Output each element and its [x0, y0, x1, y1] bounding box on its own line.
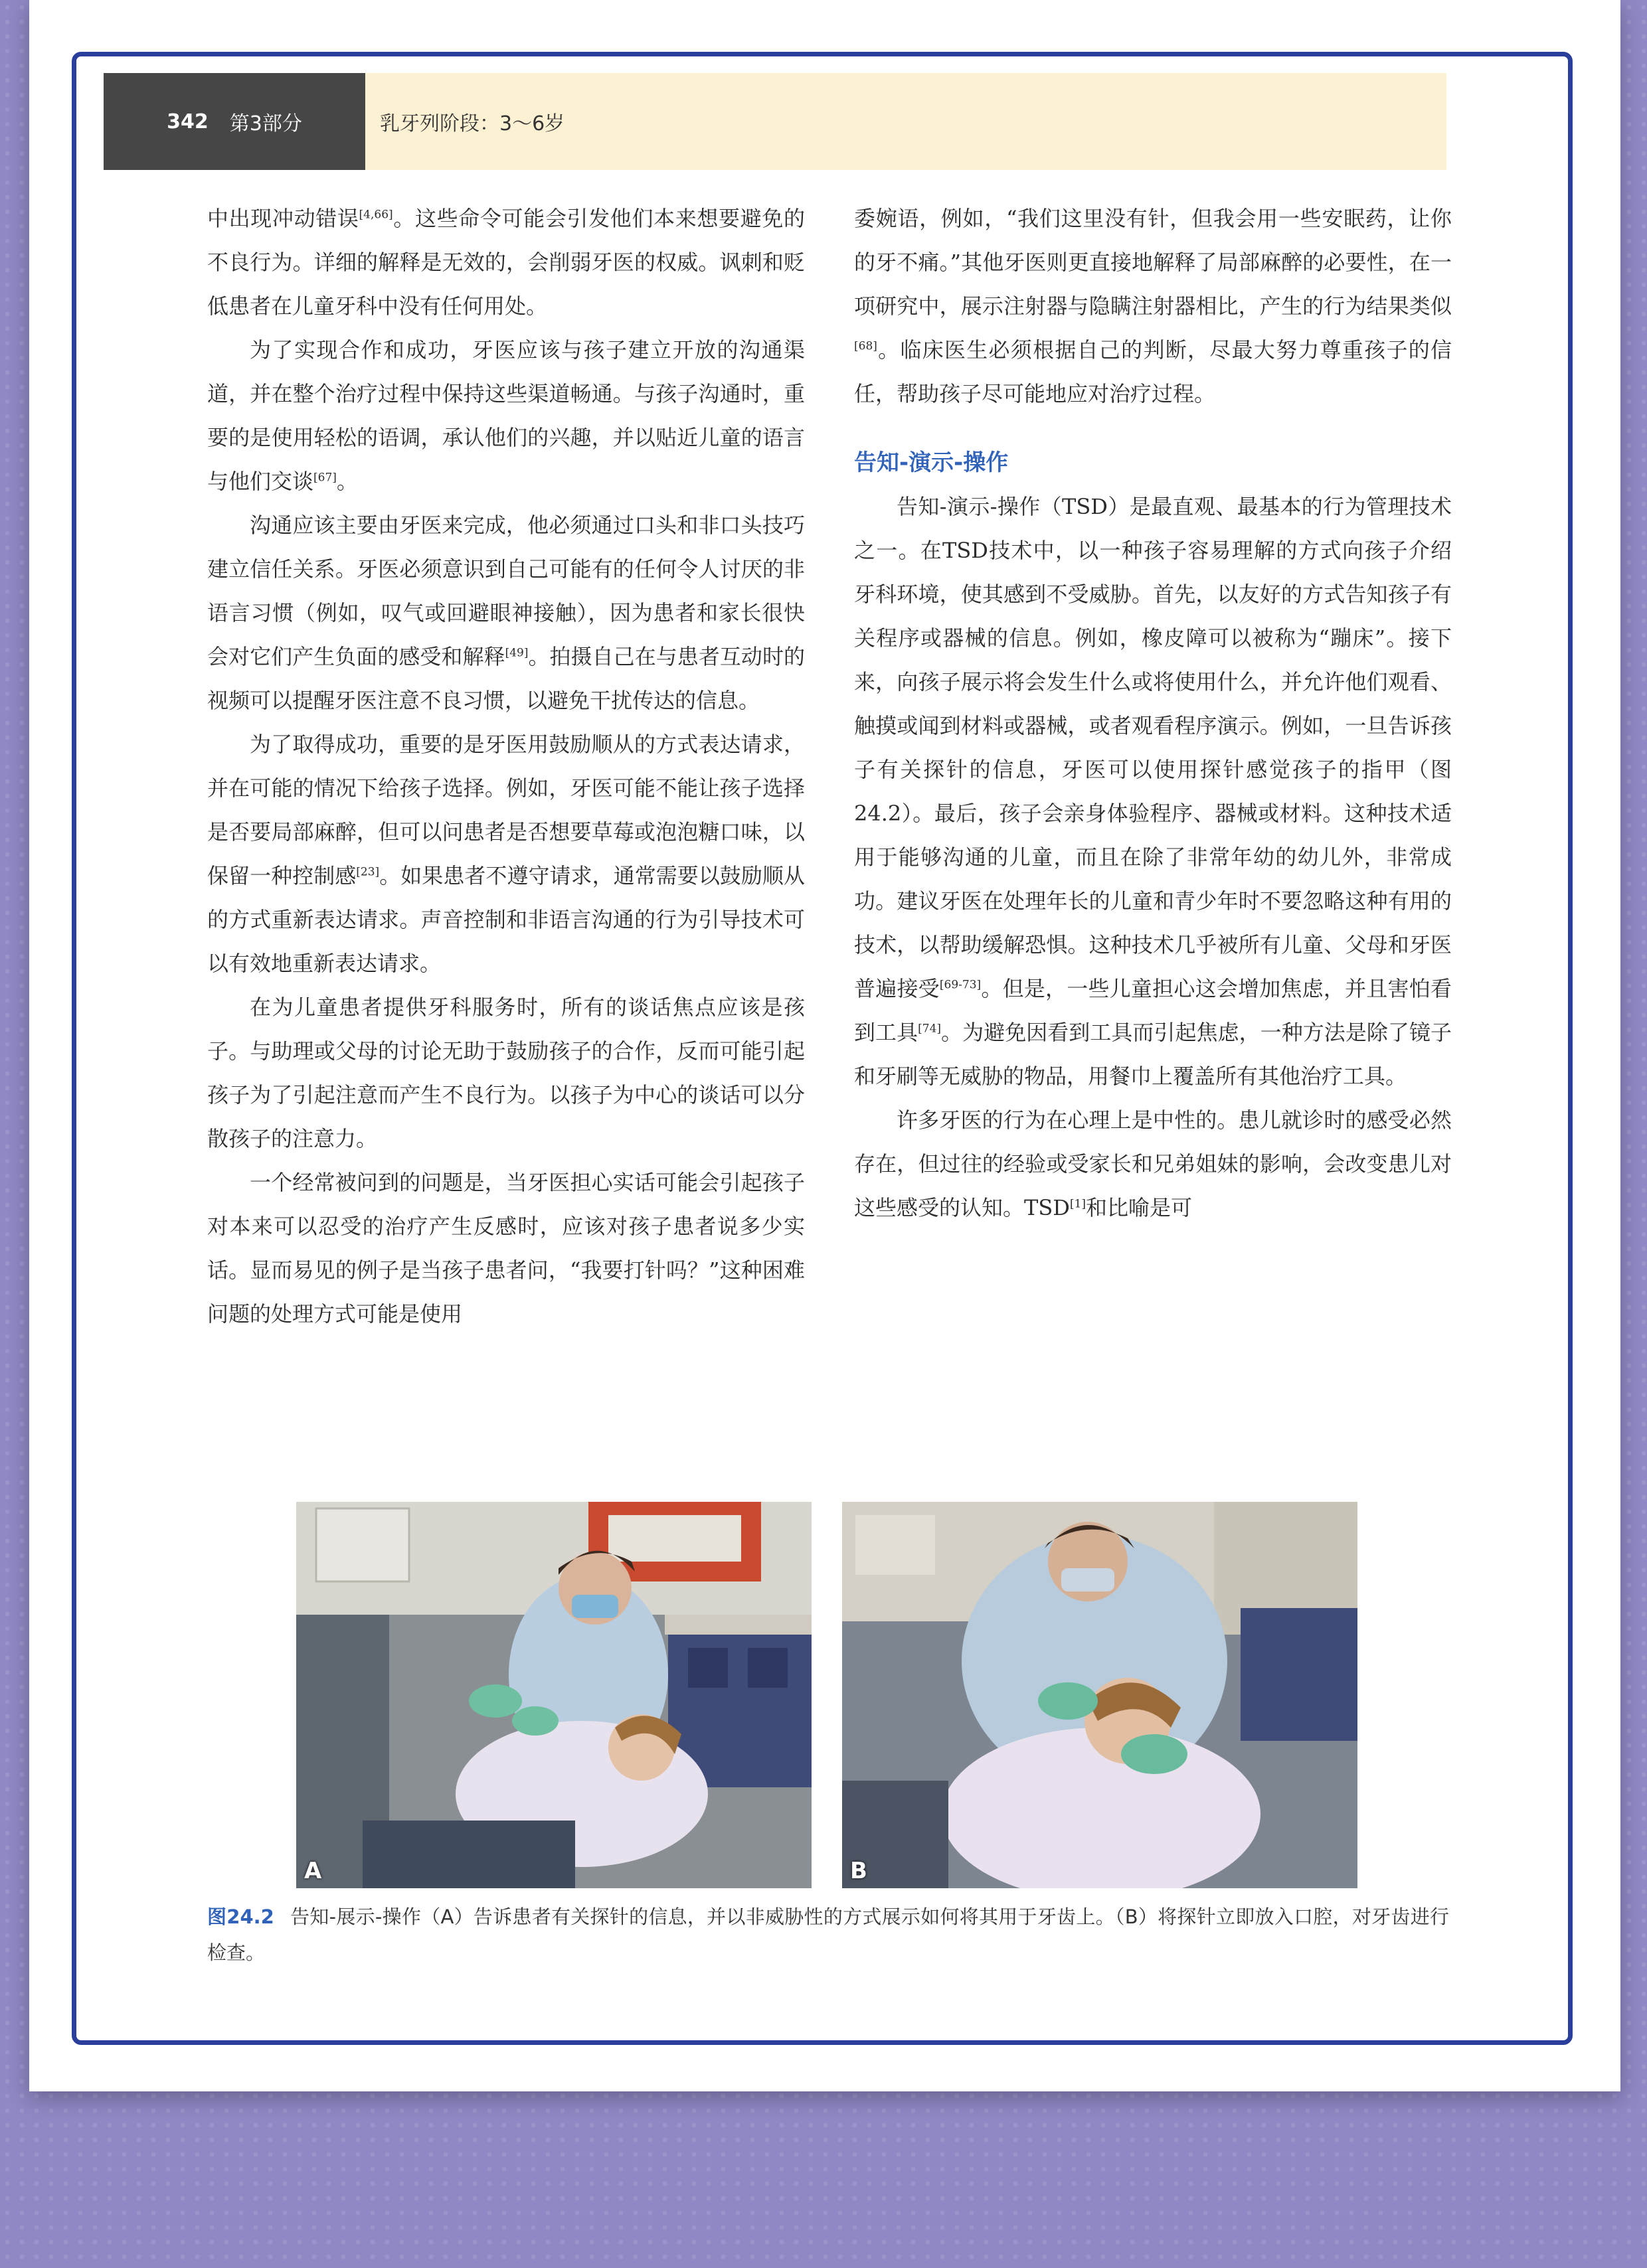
citation: [67]	[313, 471, 337, 485]
right-column	[854, 197, 1452, 1230]
figure-label-b: B	[850, 1858, 867, 1884]
paragraph: 中出现冲动错误[4,66]。这些命令可能会引发他们本来想要避免的不良行为。详细的解释是无效的，会削弱牙医的权威。讽刺和贬低患者在儿童牙科中没有任何用处。	[207, 206, 805, 319]
citation: [23]	[356, 865, 380, 879]
paragraph: 许多牙医的行为在心理上是中性的。患儿就诊时的感受必然存在，但过往的经验或受家长和兄弟姐妹的影响，会改变患儿对这些感受的认知。TSD[1]和比喻是可	[854, 1107, 1452, 1220]
figure-caption	[207, 1899, 1449, 1971]
paragraph: 为了取得成功，重要的是牙医用鼓励顺从的方式表达请求，并在可能的情况下给孩子选择。例如，牙医可能不能让孩子选择是否要局部麻醉，但可以问患者是否想要草莓或泡泡糖口味，以保留一种控制感[23]。如果患者不遵守请求，通常需要以鼓励顺从的方式重新表达请求。声音控制和非语言沟通的行为引导技术可以有效地重新表达请求。	[207, 732, 805, 976]
figure-photo-a	[296, 1502, 812, 1888]
citation: [74]	[918, 1022, 942, 1036]
paragraph: 告知-演示-操作（TSD）是最直观、最基本的行为管理技术之一。在TSD技术中，以一种孩子容易理解的方式向孩子介绍牙科环境，使其感到不受威胁。首先，以友好的方式告知孩子有关程序或器械的信息。例如，橡皮障可以被称为“蹦床”。接下来，向孩子展示将会发生什么或将使用什么，并允许他们观看、触摸或闻到材料或器械，或者观看程序演示。例如，一旦告诉孩子有关探针的信息，牙医可以使用探针感觉孩子的指甲（图24.2）。最后，孩子会亲身体验程序、器械或材料。这种技术适用于能够沟通的儿童，而且在除了非常年幼的幼儿外，非常成功。建议牙医在处理年长的儿童和青少年时不要忽略这种有用的技术，以帮助缓解恐惧。这种技术几乎被所有儿童、父母和牙医普遍接受[69-73]。但是，一些儿童担心这会增加焦虑，并且害怕看到工具[74]。为避免因看到工具而引起焦虑，一种方法是除了镜子和牙刷等无威胁的物品，用餐巾上覆盖所有其他治疗工具。	[854, 494, 1452, 1089]
paragraph: 委婉语，例如，“我们这里没有针，但我会用一些安眠药，让你的牙不痛。”其他牙医则更直接地解释了局部麻醉的必要性，在一项研究中，展示注射器与隐瞒注射器相比，产生的行为结果类似[68]。临床医生必须根据自己的判断，尽最大努力尊重孩子的信任，帮助孩子尽可能地应对治疗过程。	[854, 206, 1452, 406]
paragraph: 沟通应该主要由牙医来完成，他必须通过口头和非口头技巧建立信任关系。牙医必须意识到自己可能有的任何令人讨厌的非语言习惯（例如，叹气或回避眼神接触），因为患者和家长很快会对它们产生负面的感受和解释[49]。拍摄自己在与患者互动时的视频可以提醒牙医注意不良习惯，以避免干扰传达的信息。	[207, 513, 805, 713]
caption-text: 告知-展示-操作（A）告诉患者有关探针的信息，并以非威胁性的方式展示如何将其用于牙齿上。（B）将探针立即放入口腔，对牙齿进行检查。	[207, 1905, 1449, 1964]
citation: [4,66]	[359, 208, 393, 222]
chapter-subtitle: 乳牙列阶段：3～6岁	[380, 112, 565, 135]
page-number: 342	[167, 110, 209, 133]
figure-number: 图24.2	[207, 1905, 274, 1928]
dental-scene-a-image	[296, 1502, 812, 1888]
citation: [1]	[1069, 1197, 1086, 1211]
figure-label-a: A	[304, 1858, 322, 1884]
section-heading: 告知-演示-操作	[854, 449, 1009, 476]
citation: [68]	[854, 339, 877, 353]
paragraph: 在为儿童患者提供牙科服务时，所有的谈话焦点应该是孩子。与助理或父母的讨论无助于鼓励孩子的合作，反而可能引起孩子为了引起注意而产生不良行为。以孩子为中心的谈话可以分散孩子的注意力。	[207, 995, 805, 1151]
dental-scene-b-image	[842, 1502, 1357, 1888]
figure-photo-b	[842, 1502, 1357, 1888]
citation: [69-73]	[939, 978, 982, 992]
part-label: 第3部分	[229, 112, 302, 135]
citation: [49]	[505, 646, 529, 660]
paragraph: 为了实现合作和成功，牙医应该与孩子建立开放的沟通渠道，并在整个治疗过程中保持这些渠道畅通。与孩子沟通时，重要的是使用轻松的语调，承认他们的兴趣，并以贴近儿童的语言与他们交谈[67]。	[207, 337, 805, 494]
header-page-block	[104, 73, 365, 170]
paragraph: 一个经常被问到的问题是，当牙医担心实话可能会引起孩子对本来可以忍受的治疗产生反感时，应该对孩子患者说多少实话。显而易见的例子是当孩子患者问，“我要打针吗？”这种困难问题的处理方式可能是使用	[207, 1170, 805, 1327]
left-column	[207, 197, 805, 1336]
